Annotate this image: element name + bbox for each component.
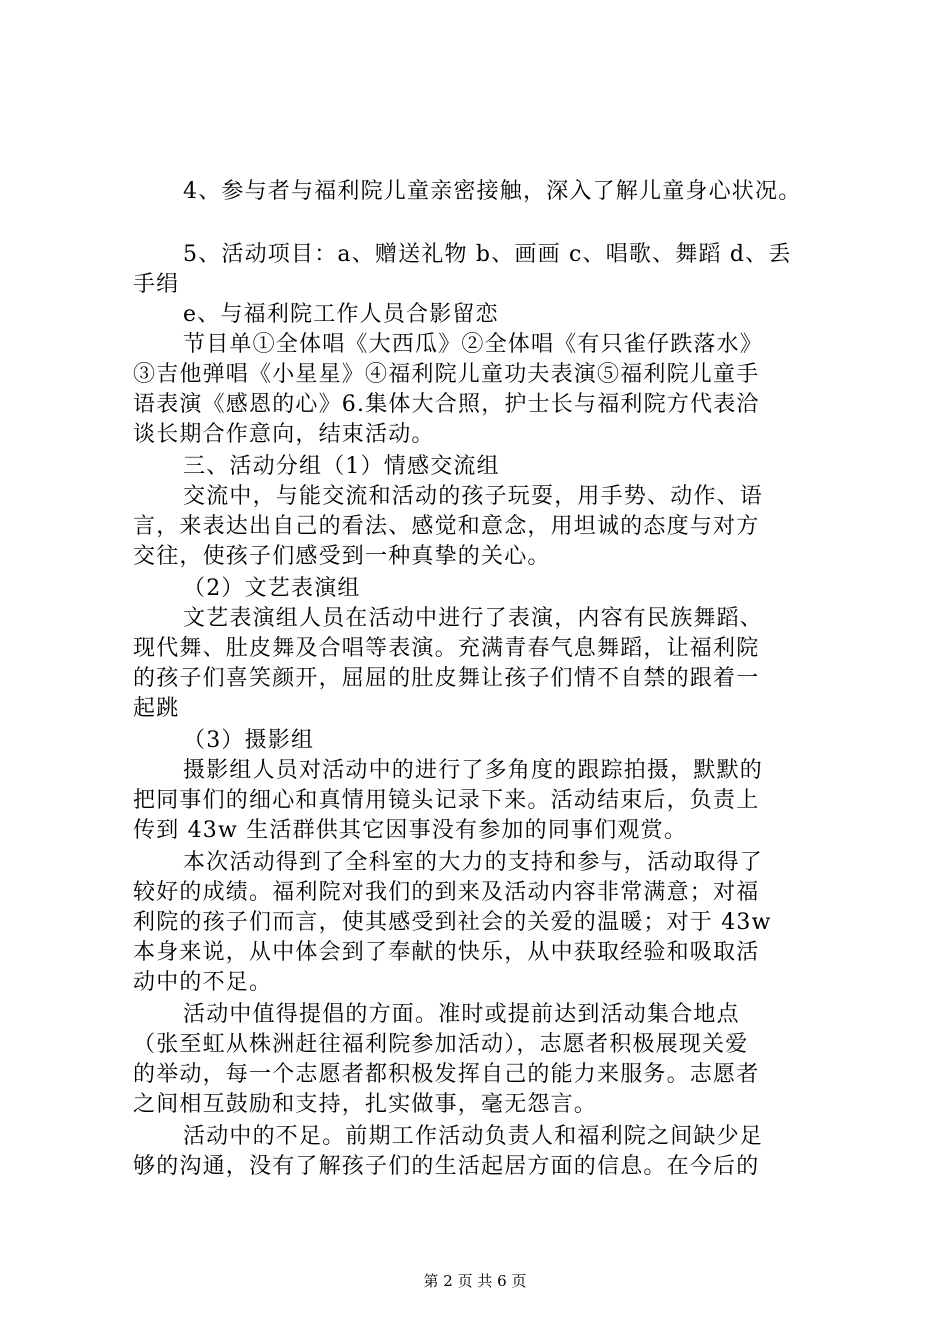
text-line: 交流中，与能交流和活动的孩子玩耍，用手势、动作、语 bbox=[183, 484, 764, 509]
text-line: 较好的成绩。福利院对我们的到来及活动内容非常满意；对福 bbox=[133, 880, 760, 905]
text-line: 摄影组人员对活动中的进行了多角度的跟踪拍摄，默默的 bbox=[183, 758, 764, 783]
text-line: 三、活动分组（1）情感交流组 bbox=[183, 454, 500, 479]
text-line: 利院的孩子们而言，使其感受到社会的关爱的温暖；对于 43w bbox=[133, 910, 772, 935]
text-line: 现代舞、肚皮舞及合唱等表演。充满青春气息舞蹈，让福利院 bbox=[133, 636, 760, 661]
text-line: 谈长期合作意向，结束活动。 bbox=[133, 422, 435, 447]
text-line: 5、活动项目：a、赠送礼物 b、画画 c、唱歌、舞蹈 d、丢 bbox=[183, 242, 792, 267]
text-line: 把同事们的细心和真情用镜头记录下来。活动结束后，负责上 bbox=[133, 788, 760, 813]
text-line: 活动中值得提倡的方面。准时或提前达到活动集合地点 bbox=[183, 1002, 740, 1027]
text-line: 文艺表演组人员在活动中进行了表演，内容有民族舞蹈、 bbox=[183, 606, 764, 631]
text-line: 节目单①全体唱《大西瓜》②全体唱《有只雀仔跌落水》 bbox=[183, 332, 764, 357]
text-line: （2）文艺表演组 bbox=[183, 576, 361, 601]
text-line: 手绢 bbox=[133, 272, 180, 297]
text-line: 活动中的不足。前期工作活动负责人和福利院之间缺少足 bbox=[183, 1124, 764, 1149]
text-line: 4、参与者与福利院儿童亲密接触，深入了解儿童身心状况。 bbox=[183, 179, 802, 204]
text-line: 之间相互鼓励和支持，扎实做事，毫无怨言。 bbox=[133, 1092, 598, 1117]
text-line: 动中的不足。 bbox=[133, 970, 273, 995]
text-line: 本次活动得到了全科室的大力的支持和参与，活动取得了 bbox=[183, 850, 764, 875]
text-line: 的孩子们喜笑颜开，屈屈的肚皮舞让孩子们情不自禁的跟着一 bbox=[133, 666, 760, 691]
text-line: 言，来表达出自己的看法、感觉和意念，用坦诚的态度与对方 bbox=[133, 514, 760, 539]
text-line: （张至虹从株洲赶往福利院参加活动），志愿者积极展现关爱 bbox=[133, 1032, 749, 1057]
text-line: e、与福利院工作人员合影留恋 bbox=[183, 302, 499, 327]
text-line: 语表演《感恩的心》6.集体大合照，护士长与福利院方代表洽 bbox=[133, 392, 760, 417]
text-line: 起跳 bbox=[133, 696, 180, 721]
text-line: ③吉他弹唱《小星星》④福利院儿童功夫表演⑤福利院儿童手 bbox=[133, 362, 760, 387]
text-line: 的举动，每一个志愿者都积极发挥自己的能力来服务。志愿者 bbox=[133, 1062, 760, 1087]
text-line: 够的沟通，没有了解孩子们的生活起居方面的信息。在今后的 bbox=[133, 1154, 760, 1179]
text-line: 交往，使孩子们感受到一种真挚的关心。 bbox=[133, 544, 551, 569]
text-line: 传到 43w 生活群供其它因事没有参加的同事们观赏。 bbox=[133, 818, 688, 843]
text-line: （3）摄影组 bbox=[183, 728, 315, 753]
page-number-footer: 第 2 页 共 6 页 bbox=[423, 1272, 527, 1290]
text-line: 本身来说，从中体会到了奉献的快乐，从中获取经验和吸取活 bbox=[133, 940, 760, 965]
